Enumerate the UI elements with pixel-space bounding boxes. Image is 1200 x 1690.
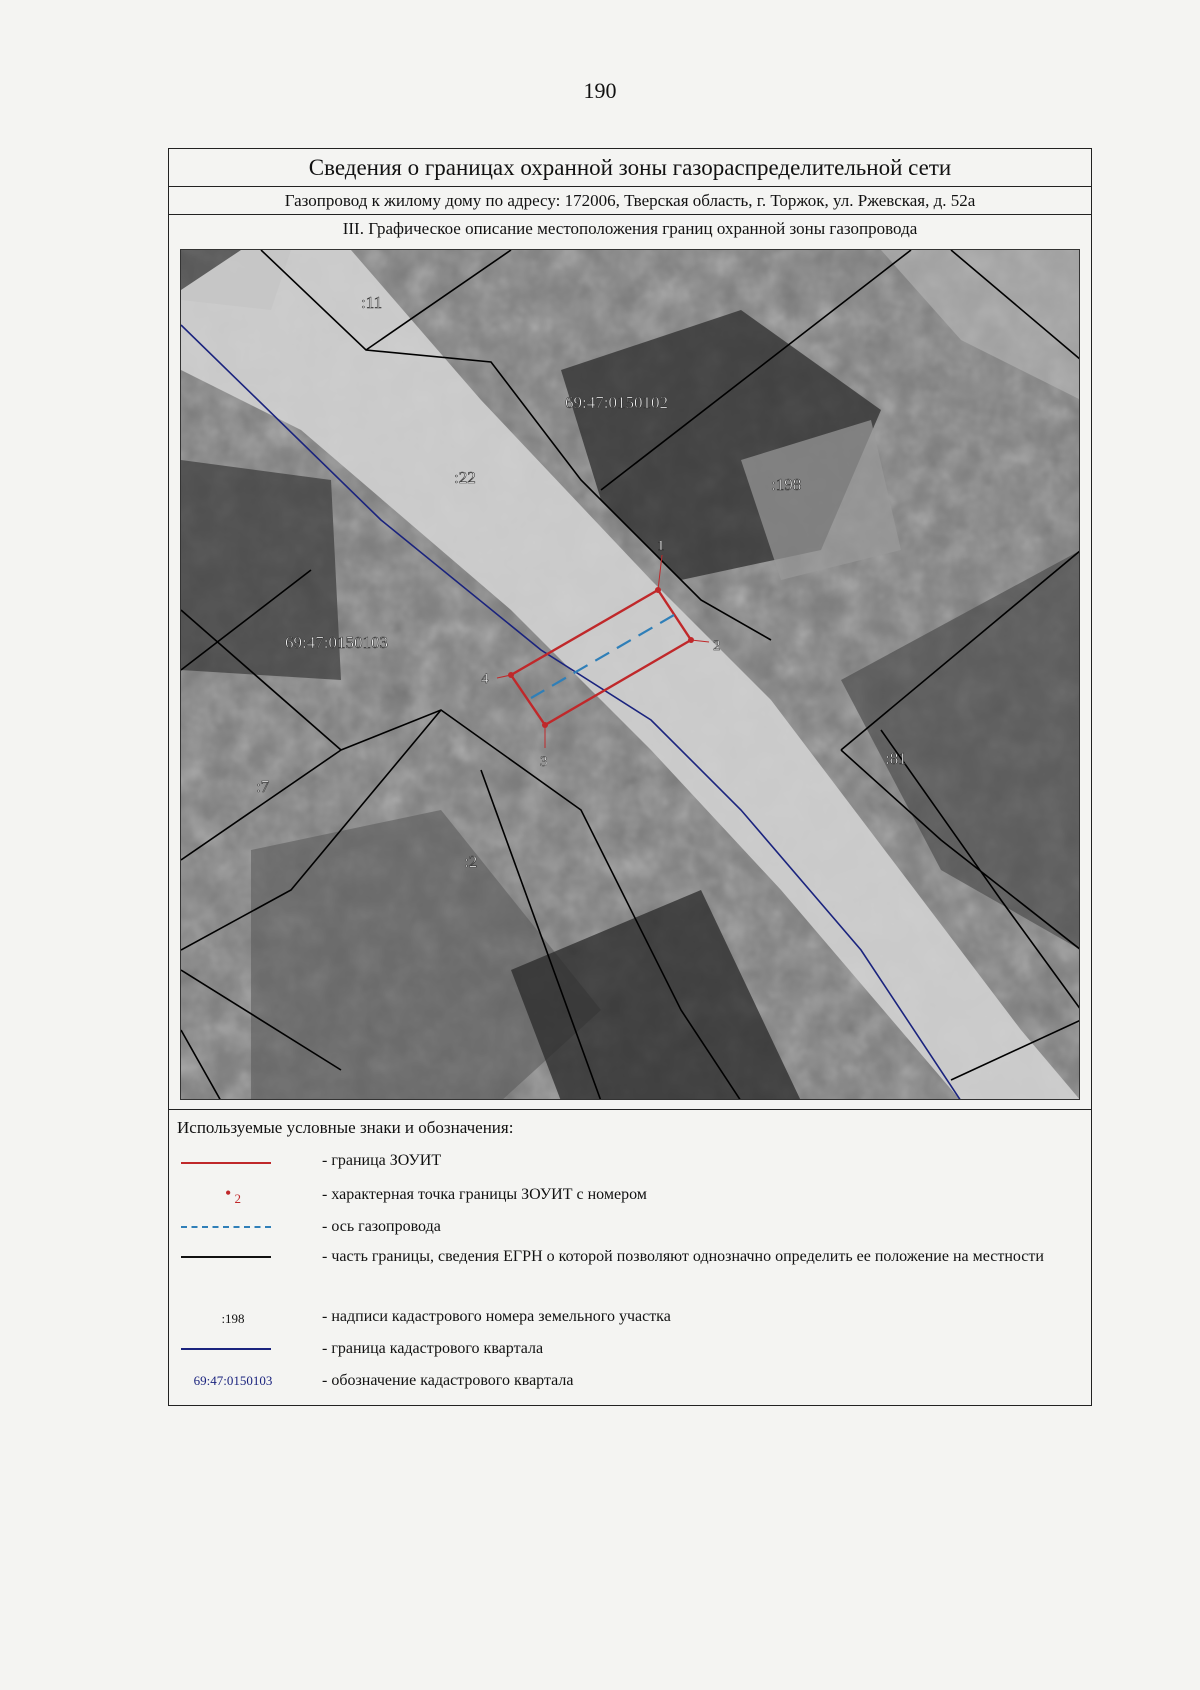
legend-item-egrn-boundary bbox=[169, 1246, 1091, 1294]
red-point-number: 2 bbox=[234, 1191, 242, 1206]
navy-line-icon bbox=[181, 1348, 271, 1350]
legend-text-pipeline-axis: - ось газопровода bbox=[322, 1218, 441, 1235]
map-svg bbox=[181, 250, 1080, 1100]
blue-dashed-line-icon bbox=[181, 1226, 271, 1228]
point-label-1: 1 bbox=[657, 538, 665, 554]
quarter-label-103: 69:47:0150103 bbox=[285, 633, 388, 652]
legend-text-quarter-label: - обозначение кадастрового квартала bbox=[322, 1372, 574, 1389]
legend-title: Используемые условные знаки и обозначения: bbox=[177, 1118, 514, 1137]
document-title: Сведения о границах охранной зоны газораспределительной сети bbox=[169, 149, 1091, 187]
legend-item-zone-boundary bbox=[169, 1150, 1091, 1176]
parcel-label-2: :2 bbox=[464, 852, 478, 871]
legend-item-quarter-boundary bbox=[169, 1338, 1091, 1364]
quarter-label-icon: 69:47:0150103 bbox=[193, 1373, 273, 1388]
point-label-2: 2 bbox=[713, 638, 721, 654]
parcel-label-icon: :198 bbox=[221, 1311, 245, 1326]
legend-text-quarter-boundary: - граница кадастрового квартала bbox=[322, 1340, 544, 1357]
cadastral-map bbox=[180, 249, 1080, 1100]
red-line-icon bbox=[181, 1162, 271, 1164]
document-subtitle: Газопровод к жилому дому по адресу: 172006, Тверская область, г. Торжок, ул. Ржевская, д. 52а bbox=[169, 187, 1091, 215]
legend-item-parcel-label bbox=[169, 1306, 1091, 1332]
red-point-icon: • 2 bbox=[224, 1183, 242, 1206]
document-frame bbox=[168, 148, 1092, 1406]
legend-text-zone-boundary: - граница ЗОУИТ bbox=[322, 1152, 442, 1169]
black-line-icon bbox=[181, 1256, 271, 1258]
legend-item-pipeline-axis bbox=[169, 1214, 1091, 1240]
legend-item-zone-point bbox=[169, 1182, 1091, 1208]
parcel-label-7: :7 bbox=[256, 777, 270, 796]
parcel-label-81: :81 bbox=[885, 749, 907, 768]
legend-text-egrn-boundary: - часть границы, сведения ЕГРН о которой позволяют однозначно определить ее положение на местности bbox=[322, 1248, 1044, 1265]
legend bbox=[169, 1109, 1091, 1405]
page-number: 190 bbox=[583, 78, 617, 103]
parcel-label-11: :11 bbox=[361, 293, 383, 312]
point-label-3: 3 bbox=[540, 754, 548, 770]
legend-item-quarter-label bbox=[169, 1368, 1091, 1394]
parcel-label-22: :22 bbox=[454, 468, 476, 487]
point-label-4: 4 bbox=[481, 671, 489, 687]
parcel-label-198: :198 bbox=[771, 475, 802, 494]
section-title: III. Графическое описание местоположения границ охранной зоны газопровода bbox=[342, 219, 918, 238]
quarter-label-102: 69:47:0150102 bbox=[565, 393, 668, 412]
legend-text-zone-point: - характерная точка границы ЗОУИТ с номером bbox=[322, 1186, 647, 1203]
legend-text-parcel-label: - надписи кадастрового номера земельного участка bbox=[322, 1308, 671, 1325]
